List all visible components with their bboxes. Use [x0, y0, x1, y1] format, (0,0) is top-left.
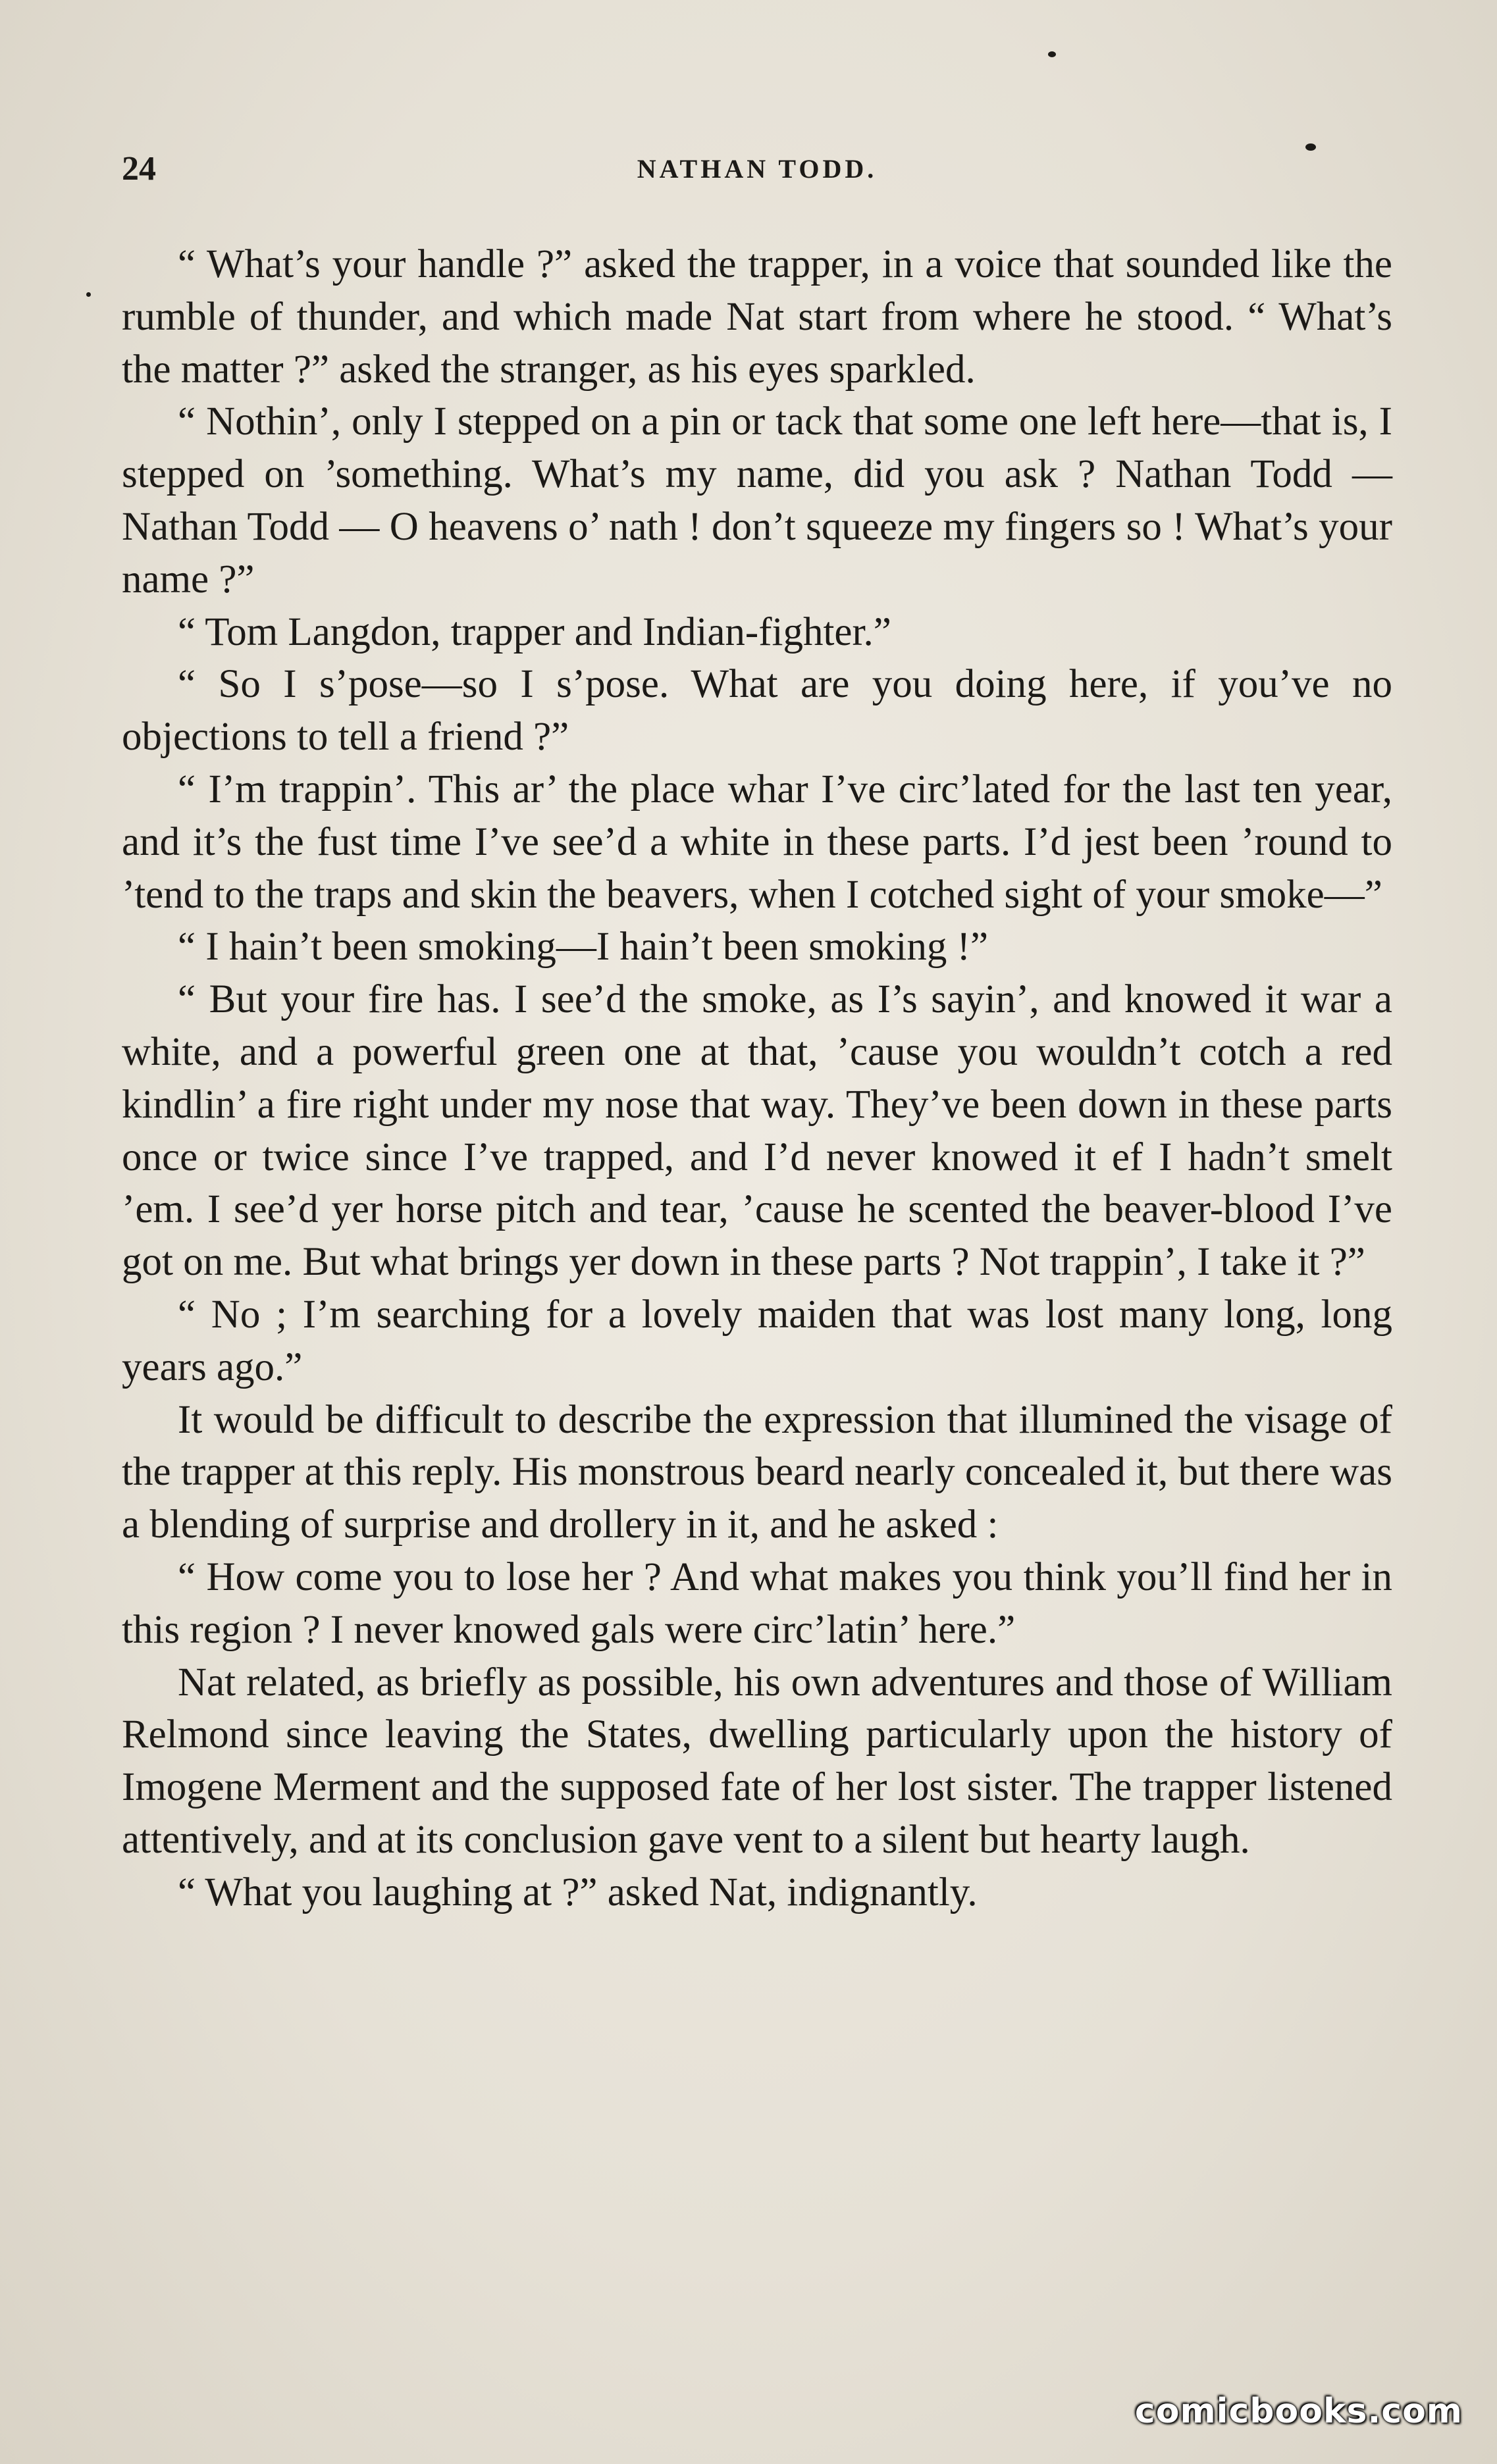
paragraph: It would be difficult to describe the expression that illumined the visage of the trapper at this reply. His monstrous beard nearly concealed it, but there was a blending of surprise and drollery in it, and he asked :: [122, 1397, 1392, 1547]
page-header: [122, 146, 1392, 192]
paragraph: “ But your fire has. I see’d the smoke, as I’s sayin’, and knowed it war a white, and a powerful green one at that, ’cause you wouldn’t cotch a red kindlin’ a fire right under my nose that way. They’ve been down in these parts once or twice since I’ve trapped, and I’d never knowed it ef I hadn’t smelt ’em. I see’d yer horse pitch and tear, ’cause he scented the beaver-blood I’ve got on me. But what brings yer down in these parts ? Not trappin’, I take it ?”: [122, 977, 1392, 1285]
paragraph: Nat related, as briefly as possible, his own adventures and those of William Relmond since leaving the States, dwelling particularly upon the history of Imogene Merment and the supposed fate of her lost sister. The trapper listened attentively, and at its conclusion gave vent to a silent but hearty laugh.: [122, 1660, 1392, 1862]
page-number: 24: [122, 150, 156, 188]
paragraph: “ So I s’pose—so I s’pose. What are you doing here, if you’ve no objections to tell a friend ?”: [122, 662, 1392, 759]
paragraph: “ What’s your handle ?” asked the trapper, in a voice that sounded like the rumble of thunder, and which made Nat start from where he stood. “ What’s the matter ?” asked the stranger, as his eyes sparkled.: [122, 242, 1392, 392]
ink-speck: [1048, 51, 1056, 57]
running-head: NATHAN TODD.: [637, 154, 878, 184]
paragraph: “ Tom Langdon, trapper and Indian-fighter.”: [178, 609, 891, 654]
watermark: comicbooks.com: [1134, 2392, 1463, 2431]
paragraph: “ How come you to lose her ? And what makes you think you’ll find her in this region ? I never knowed gals were circ’latin’ here.”: [122, 1554, 1392, 1652]
paragraph: “ I hain’t been smoking—I hain’t been smoking !”: [178, 925, 989, 969]
paragraph: “ What you laughing at ?” asked Nat, indignantly.: [178, 1870, 978, 1914]
paragraph: “ No ; I’m searching for a lovely maiden that was lost many long, long years ago.”: [122, 1292, 1392, 1389]
paragraph: “ I’m trappin’. This ar’ the place whar I’ve circ’lated for the last ten year, and it’s the fust time I’ve see’d a white in these parts. I’d jest been ’round to ’tend to the traps and skin the beavers, when I cotched sight of your smoke—”: [122, 767, 1392, 917]
paragraph: “ Nothin’, only I stepped on a pin or tack that some one left here—that is, I stepped on ’something. What’s my name, did you ask ? Nathan Todd — Nathan Todd — O heavens o’ nath ! don’t squeeze my fingers so ! What’s your name ?”: [122, 399, 1392, 602]
ink-speck: [1305, 143, 1316, 151]
ink-speck: [86, 292, 91, 297]
body-text: [122, 238, 1392, 1919]
